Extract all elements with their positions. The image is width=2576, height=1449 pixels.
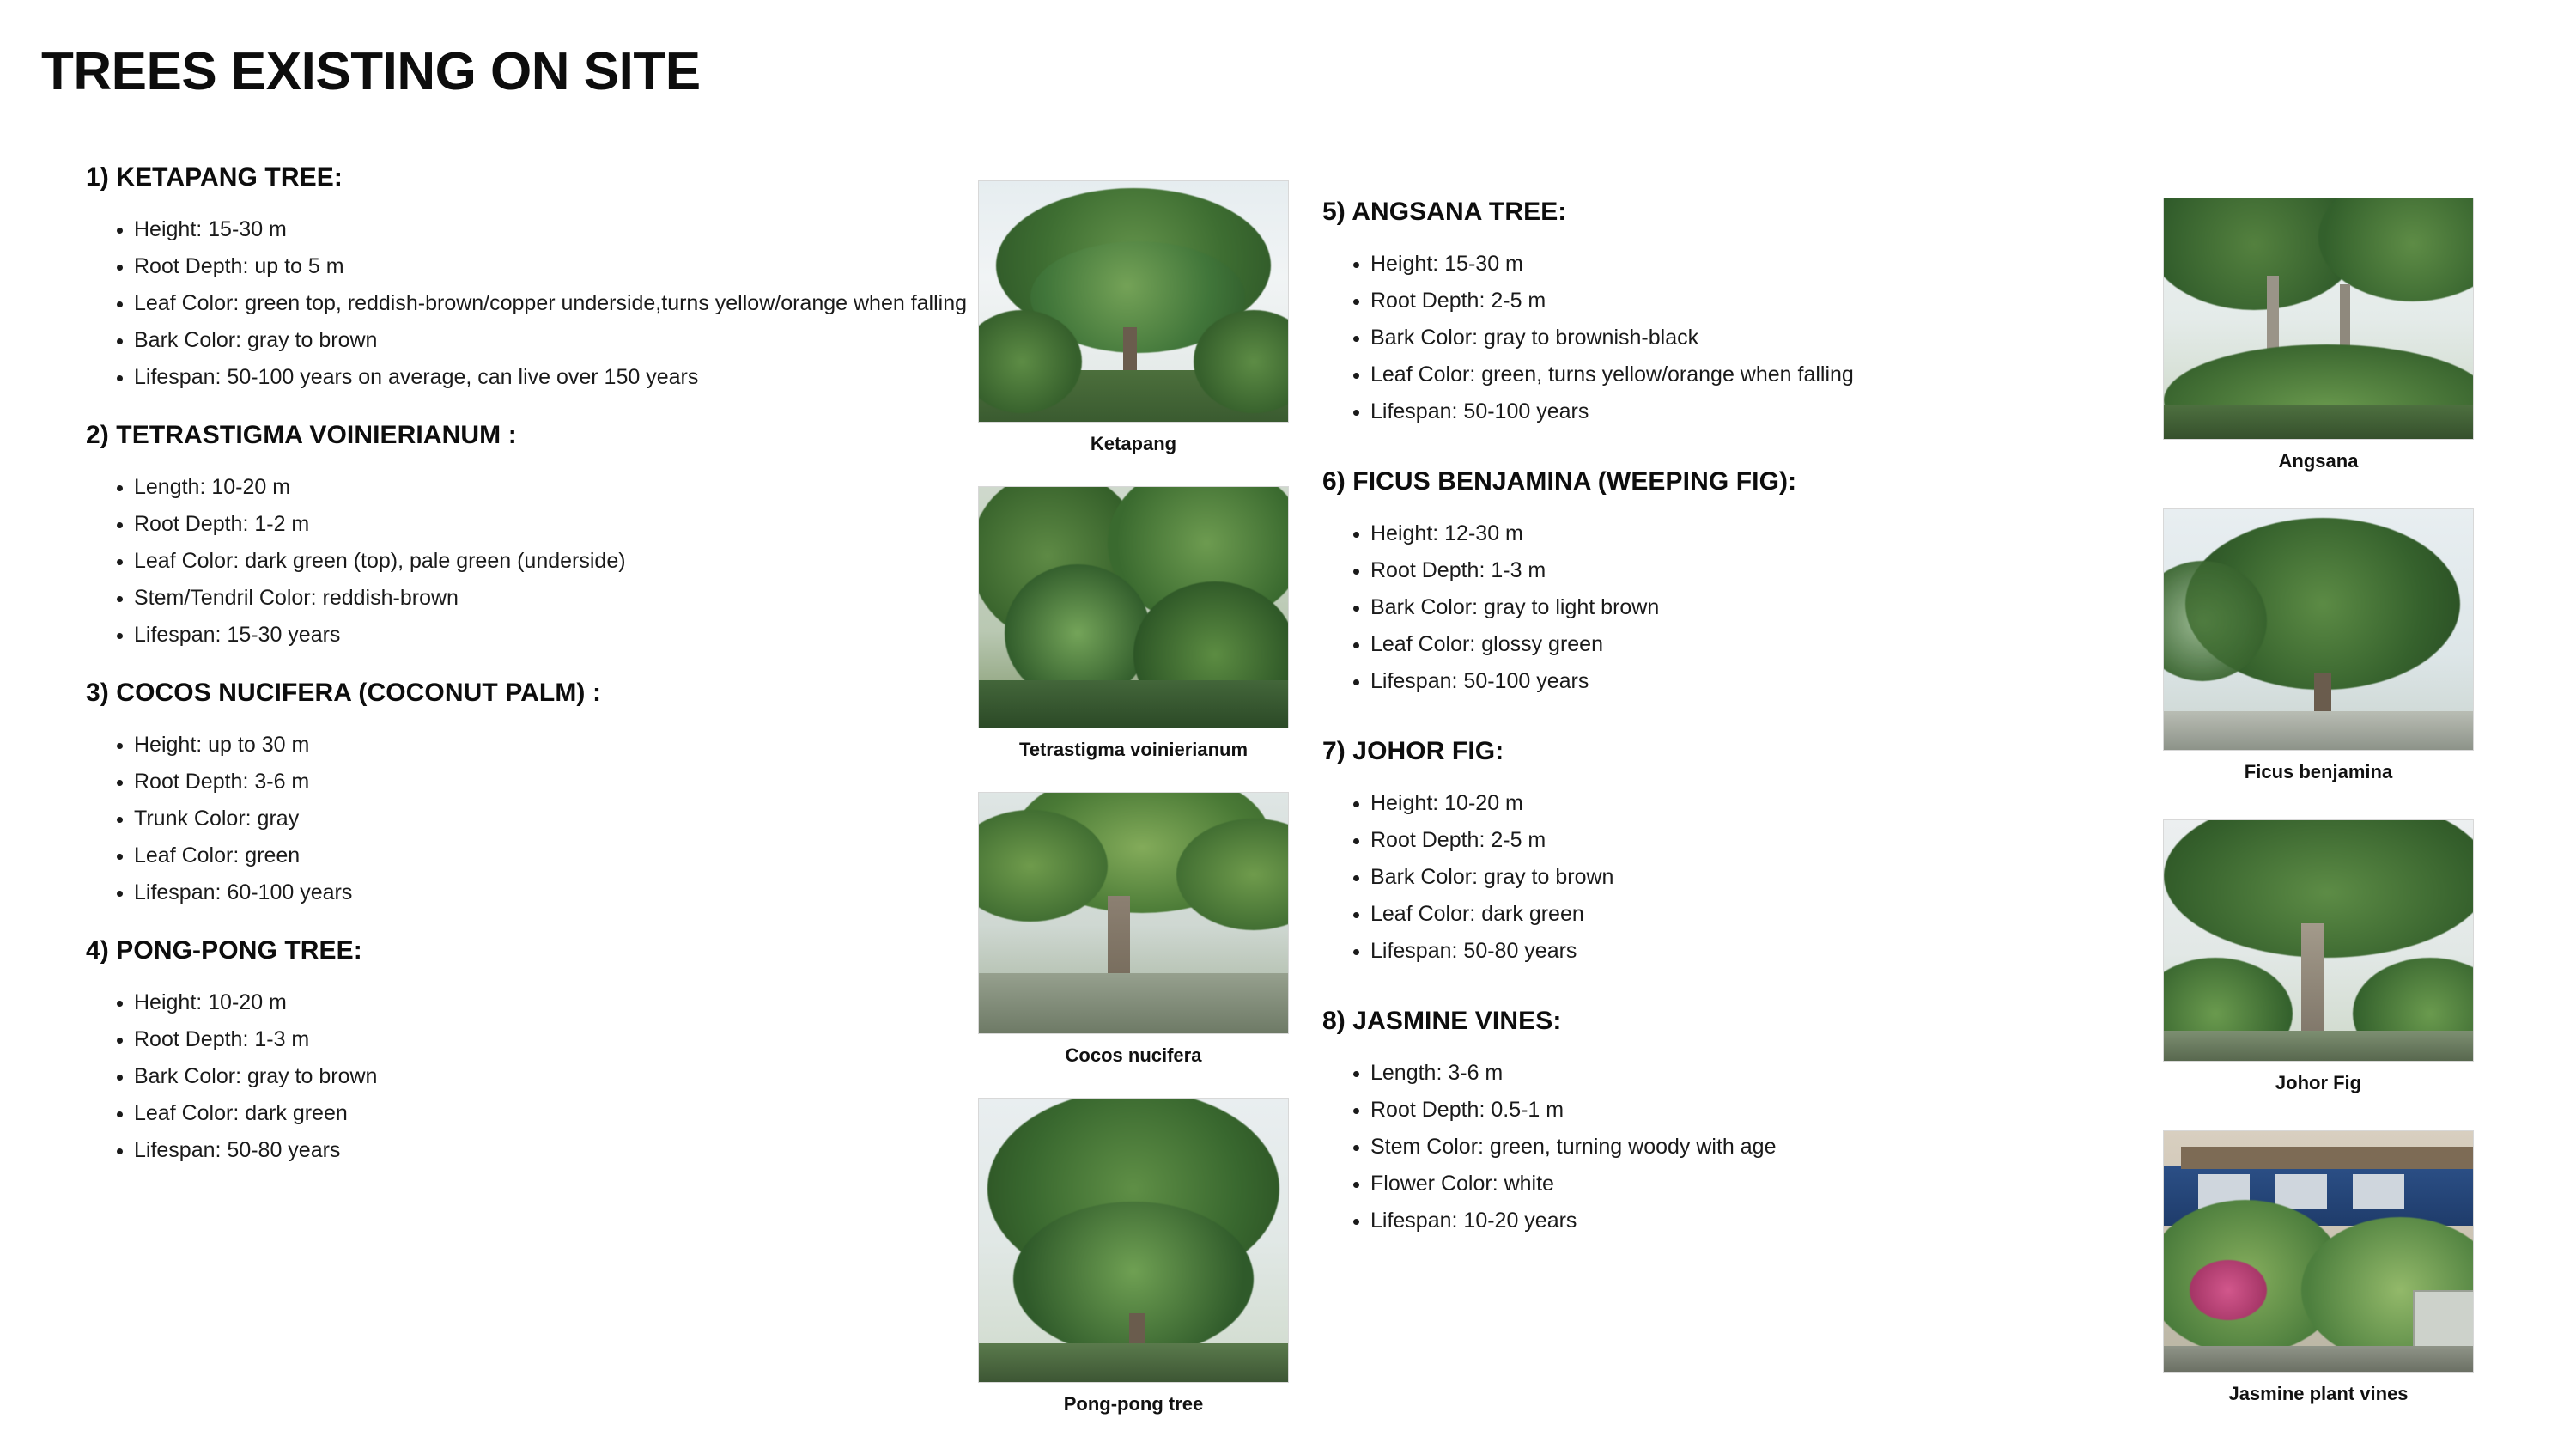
list-item: • Stem/Tendril Color: reddish-brown — [134, 583, 970, 612]
list-item: • Lifespan: 50-100 years — [1370, 667, 2147, 696]
entry-ketapang — [86, 163, 970, 392]
list-item: • Root Depth: 0.5-1 m — [1370, 1095, 2147, 1124]
photo-cocos-nucifera — [978, 792, 1289, 1034]
right-text-column — [1322, 198, 2147, 1264]
list-item: • Bark Color: gray to brown — [1370, 862, 2147, 892]
figure-caption: Ficus benjamina — [2244, 761, 2393, 782]
list-item: • Lifespan: 50-100 years — [1370, 397, 2147, 426]
page-title: TREES EXISTING ON SITE — [41, 42, 701, 101]
entry-jasmine-vines — [1322, 1007, 2147, 1235]
fact-list — [86, 215, 970, 392]
figure-jasmine-vines — [2147, 1130, 2490, 1405]
list-item: • Lifespan: 10-20 years — [1370, 1206, 2147, 1235]
list-item: • Flower Color: white — [1370, 1169, 2147, 1198]
figure-caption: Pong-pong tree — [1063, 1393, 1204, 1415]
list-item: • Root Depth: 1-2 m — [134, 509, 970, 539]
entry-heading: 4) PONG-PONG TREE: — [86, 936, 362, 965]
list-item: • Bark Color: gray to brownish-black — [1370, 323, 2147, 352]
entry-tetrastigma — [86, 421, 970, 649]
list-item: • Lifespan: 50-80 years — [134, 1135, 970, 1165]
photo-johor-fig — [2163, 819, 2474, 1062]
photo-jasmine-vines — [2163, 1130, 2474, 1373]
list-item: • Leaf Color: dark green — [134, 1099, 970, 1128]
list-item: • Bark Color: gray to brown — [134, 1062, 970, 1091]
figure-caption: Jasmine plant vines — [2228, 1383, 2409, 1404]
list-item: • Leaf Color: dark green (top), pale green (underside) — [134, 546, 970, 575]
fact-list — [86, 472, 970, 649]
left-image-column — [962, 180, 1305, 1428]
list-item: • Stem Color: green, turning woody with age — [1370, 1132, 2147, 1161]
entry-heading: 5) ANGSANA TREE: — [1322, 198, 1567, 226]
figure-caption: Angsana — [2278, 450, 2359, 472]
list-item: • Root Depth: up to 5 m — [134, 252, 970, 281]
figure-caption: Tetrastigma voinierianum — [1018, 739, 1249, 760]
photo-tetrastigma — [978, 486, 1289, 728]
list-item: • Height: 10-20 m — [134, 988, 970, 1017]
list-item: • Root Depth: 2-5 m — [1370, 825, 2147, 855]
figure-caption: Cocos nucifera — [1065, 1044, 1202, 1066]
fact-list — [1322, 249, 2147, 426]
entry-heading: 6) FICUS BENJAMINA (WEEPING FIG): — [1322, 467, 1797, 496]
entry-heading: 1) KETAPANG TREE: — [86, 163, 343, 192]
photo-ficus-benjamina — [2163, 508, 2474, 751]
photo-angsana — [2163, 198, 2474, 440]
list-item: • Root Depth: 1-3 m — [1370, 556, 2147, 585]
left-text-column — [86, 163, 970, 1194]
list-item: • Height: 15-30 m — [1370, 249, 2147, 278]
list-item: • Trunk Color: gray — [134, 804, 970, 833]
list-item: • Lifespan: 60-100 years — [134, 878, 970, 907]
list-item: • Leaf Color: green — [134, 841, 970, 870]
figure-cocos-nucifera — [962, 792, 1305, 1067]
entry-johor-fig — [1322, 737, 2147, 965]
list-item: • Bark Color: gray to light brown — [1370, 593, 2147, 622]
fact-list — [1322, 1058, 2147, 1235]
list-item: • Height: 10-20 m — [1370, 788, 2147, 818]
fact-list — [1322, 788, 2147, 965]
entry-ficus-benjamina — [1322, 467, 2147, 696]
list-item: • Leaf Color: green top, reddish-brown/copper underside,turns yellow/orange when falling — [134, 289, 970, 318]
list-item: • Bark Color: gray to brown — [134, 326, 970, 355]
figure-ketapang — [962, 180, 1305, 455]
figure-angsana — [2147, 198, 2490, 472]
entry-heading: 3) COCOS NUCIFERA (COCONUT PALM) : — [86, 679, 602, 707]
list-item: • Root Depth: 3-6 m — [134, 767, 970, 796]
list-item: • Leaf Color: glossy green — [1370, 630, 2147, 659]
list-item: • Length: 10-20 m — [134, 472, 970, 502]
entry-heading: 7) JOHOR FIG: — [1322, 737, 1504, 765]
entry-angsana — [1322, 198, 2147, 426]
fact-list — [1322, 519, 2147, 696]
list-item: • Height: 12-30 m — [1370, 519, 2147, 548]
entry-heading: 2) TETRASTIGMA VOINIERIANUM : — [86, 421, 517, 449]
fact-list — [86, 988, 970, 1165]
fact-list — [86, 730, 970, 907]
list-item: • Root Depth: 2-5 m — [1370, 286, 2147, 315]
list-item: • Lifespan: 15-30 years — [134, 620, 970, 649]
figure-johor-fig — [2147, 819, 2490, 1094]
photo-ketapang — [978, 180, 1289, 423]
entry-heading: 8) JASMINE VINES: — [1322, 1007, 1562, 1035]
list-item: • Leaf Color: green, turns yellow/orange when falling — [1370, 360, 2147, 389]
list-item: • Lifespan: 50-80 years — [1370, 936, 2147, 965]
list-item: • Leaf Color: dark green — [1370, 899, 2147, 928]
figure-ficus-benjamina — [2147, 508, 2490, 783]
figure-caption: Johor Fig — [2275, 1072, 2362, 1093]
right-image-column — [2147, 198, 2490, 1417]
list-item: • Root Depth: 1-3 m — [134, 1025, 970, 1054]
list-item: • Height: up to 30 m — [134, 730, 970, 759]
list-item: • Lifespan: 50-100 years on average, can live over 150 years — [134, 362, 970, 392]
figure-tetrastigma — [962, 486, 1305, 761]
list-item: • Height: 15-30 m — [134, 215, 970, 244]
figure-caption: Ketapang — [1090, 433, 1177, 454]
figure-pong-pong — [962, 1098, 1305, 1416]
entry-pong-pong — [86, 936, 970, 1165]
list-item: • Length: 3-6 m — [1370, 1058, 2147, 1087]
photo-pong-pong — [978, 1098, 1289, 1383]
entry-cocos-nucifera — [86, 679, 970, 907]
